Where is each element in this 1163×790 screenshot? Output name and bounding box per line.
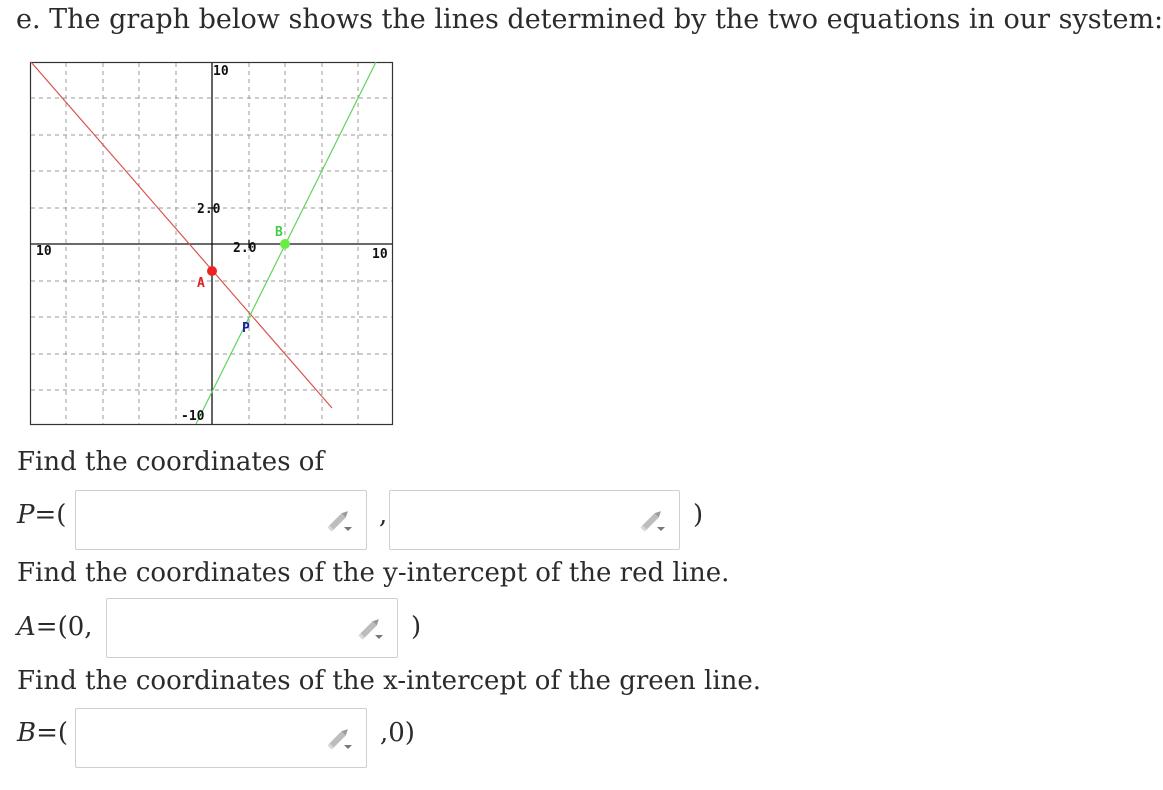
p-y-input-box[interactable] [389, 490, 680, 550]
question-1-prompt: Find the coordinates of [17, 447, 325, 477]
pencil-icon[interactable] [357, 619, 385, 641]
a-y-input-box[interactable] [106, 598, 398, 658]
y-tick-label: 2.0 [197, 202, 221, 217]
point-a-marker [207, 266, 217, 276]
pencil-icon[interactable] [326, 729, 354, 751]
point-b-marker [280, 239, 290, 249]
question-2-prompt: Find the coordinates of the y-intercept of the red line. [17, 558, 730, 588]
p-x-input-box[interactable] [75, 490, 367, 550]
graph [30, 62, 394, 426]
a-y-input[interactable] [107, 599, 397, 657]
a-variable: A [17, 612, 36, 642]
p-variable: P [17, 500, 35, 530]
point-a-label: A [197, 276, 205, 291]
b-equals: =( [36, 718, 69, 748]
y-min-label: -10 [181, 409, 205, 424]
p-y-input[interactable] [390, 491, 679, 549]
point-p-label: P [242, 321, 250, 336]
x-max-label: 10 [372, 247, 388, 262]
p-comma: , [379, 500, 388, 530]
p-x-input[interactable] [76, 491, 366, 549]
b-close-paren: ,0) [380, 718, 415, 748]
b-label [17, 718, 68, 748]
b-variable: B [17, 718, 37, 748]
x-min-label: 10 [36, 244, 52, 259]
p-equals: =( [34, 500, 67, 530]
p-close-paren: ) [693, 500, 704, 530]
pencil-icon[interactable] [326, 511, 354, 533]
pencil-icon[interactable] [639, 511, 667, 533]
question-3-prompt: Find the coordinates of the x-intercept of the green line. [17, 666, 762, 696]
a-label [17, 612, 93, 642]
y-max-label: 10 [213, 64, 229, 79]
p-label [17, 500, 66, 530]
x-tick-label: 2.0 [233, 241, 257, 256]
a-equals: =(0, [35, 612, 93, 642]
a-close-paren: ) [411, 612, 422, 642]
b-x-input[interactable] [76, 709, 366, 767]
b-x-input-box[interactable] [75, 708, 367, 768]
intro-text: e. The graph below shows the lines determined by the two equations in our system: [16, 4, 1163, 35]
point-b-label: B [275, 225, 283, 240]
